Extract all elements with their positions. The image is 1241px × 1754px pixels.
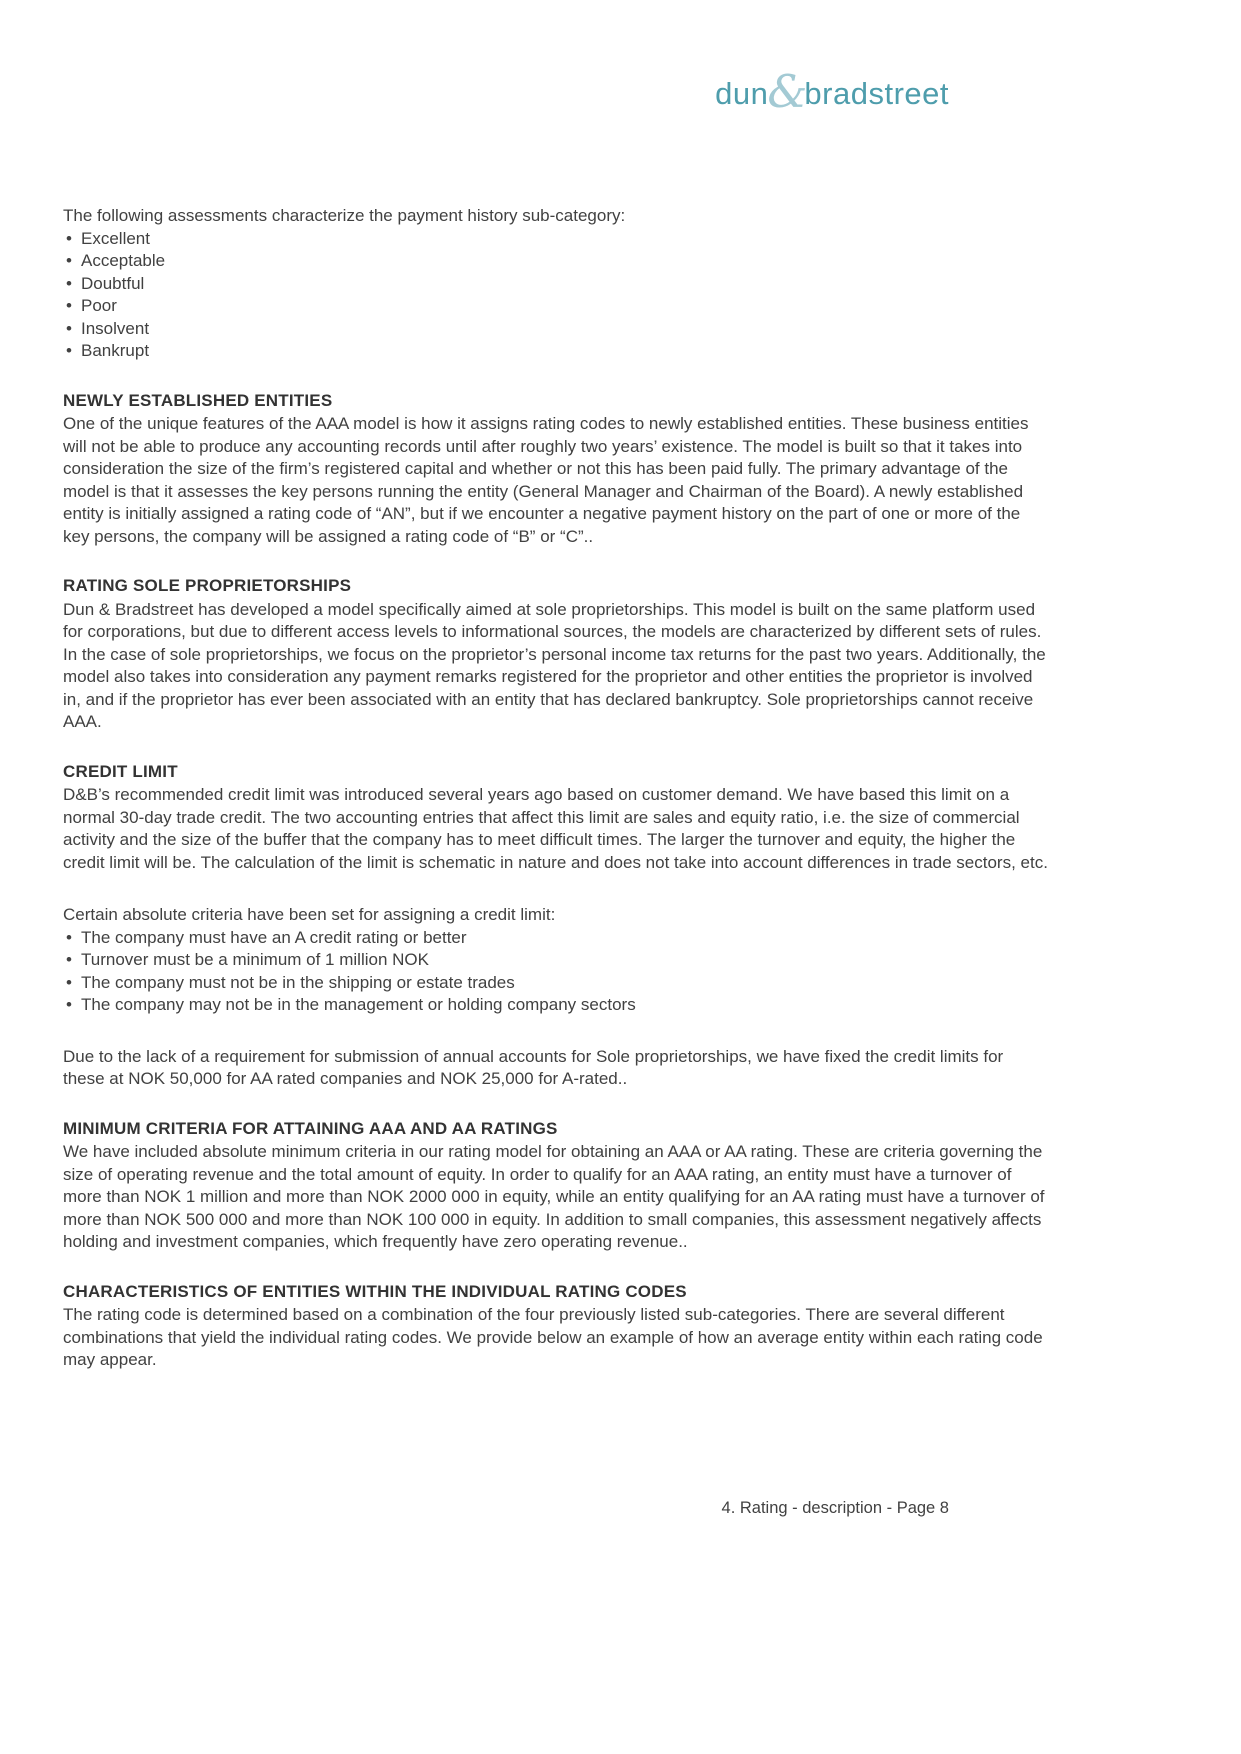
section-body: The rating code is determined based on a combination of the four previously listed sub-categories. There are several different combinations that yield the individual rating codes. We provide below an example of how an average entity within each rating code may appear.: [63, 1305, 1043, 1369]
logo-word-dun: dun: [715, 76, 769, 111]
list-item: • Turnover must be a minimum of 1 million NOK: [63, 949, 1048, 972]
list-item: • Doubtful: [63, 273, 1048, 296]
section-heading: NEWLY ESTABLISHED ENTITIES: [63, 390, 333, 410]
section-body: We have included absolute minimum criteria in our rating model for obtaining an AAA or AA rating. These are criteria governing the size of operating revenue and the total amount of equity. In order to qualify for an AAA rating, an entity must have a turnover of more than NOK 1 million and more than NOK 2000 000 in equity, while an entity qualifying for an AA rating must have a turnover of more than NOK 500 000 and more than NOK 100 000 in equity. In addition to small companies, this assessment negatively affects holding and investment companies, which frequently have zero operating revenue..: [63, 1142, 1045, 1251]
list-item: • The company must have an A credit rating or better: [63, 927, 1048, 950]
document-body: [63, 205, 1048, 1372]
section-newly-established-entities: [63, 390, 1048, 549]
footer-text: 4. Rating - description - Page 8: [721, 1499, 949, 1517]
section-minimum-criteria-aaa-aa: [63, 1118, 1048, 1254]
section-body: D&B’s recommended credit limit was introduced several years ago based on customer demand. We have based this limit on a normal 30-day trade credit. The two accounting entries that affect this limit are sales and equity ratio, i.e. the size of commercial activity and the size of the buffer that the company has to meet difficult times. The larger the turnover and equity, the higher the credit limit will be. The calculation of the limit is schematic in nature and does not take into account differences in trade sectors, etc.: [63, 785, 1048, 872]
payment-history-assessments-list: [63, 228, 1048, 363]
payment-history-intro: The following assessments characterize the payment history sub-category:: [63, 206, 626, 225]
section-body: One of the unique features of the AAA model is how it assigns rating codes to newly established entities. These business entities will not be able to produce any accounting records until after roughly two years’ existence. The model is built so that it takes into consideration the size of the firm’s registered capital and whether or not this has been paid fully. The primary advantage of the model is that it assesses the key persons running the entity (General Manager and Chairman of the Board). A newly established entity is initially assigned a rating code of “AN”, but if we encounter a negative payment history on the part of one or more of the key persons, the company will be assigned a rating code of “B” or “C”..: [63, 414, 1029, 546]
section-heading: MINIMUM CRITERIA FOR ATTAINING AAA AND AA RATINGS: [63, 1118, 558, 1138]
list-item: • Excellent: [63, 228, 1048, 251]
logo-ampersand-icon: &: [767, 65, 808, 118]
section-heading: RATING SOLE PROPRIETORSHIPS: [63, 576, 352, 595]
list-item: • Acceptable: [63, 250, 1048, 273]
section-characteristics-rating-codes: [63, 1281, 1048, 1372]
credit-criteria-list: [63, 927, 1048, 1017]
section-body: Dun & Bradstreet has developed a model specifically aimed at sole proprietorships. This model is built on the same platform used for corporations, but due to different access levels to informational sources, the models are characterized by different sets of rules. In the case of sole proprietorships, we focus on the proprietor’s personal income tax returns for the past two years. Additionally, the model also takes into consideration any payment remarks registered for the proprietor and other entities the proprietor is involved in, and if the proprietor has ever been associated with an entity that has declared bankruptcy. Sole proprietorships cannot receive AAA.: [63, 599, 1046, 731]
list-item: • Poor: [63, 295, 1048, 318]
list-item: • The company may not be in the management or holding company sectors: [63, 994, 1048, 1017]
list-item: • Bankrupt: [63, 340, 1048, 363]
list-item: • The company must not be in the shipping or estate trades: [63, 972, 1048, 995]
logo-word-bradstreet: bradstreet: [804, 76, 949, 111]
section-rating-sole-proprietorships: [63, 575, 1048, 734]
dun-bradstreet-logo: [715, 65, 949, 118]
list-item: • Insolvent: [63, 318, 1048, 341]
credit-criteria-outro: Due to the lack of a requirement for submission of annual accounts for Sole proprietorships, we have fixed the credit limits for these at NOK 50,000 for AA rated companies and NOK 25,000 for A-rated..: [63, 1046, 1004, 1088]
page-footer: [722, 1499, 949, 1518]
section-heading: CHARACTERISTICS OF ENTITIES WITHIN THE INDIVIDUAL RATING CODES: [63, 1281, 687, 1301]
credit-criteria-intro: Certain absolute criteria have been set for assigning a credit limit:: [63, 905, 556, 924]
section-heading: CREDIT LIMIT: [63, 761, 178, 781]
section-credit-limit: [63, 761, 1048, 875]
